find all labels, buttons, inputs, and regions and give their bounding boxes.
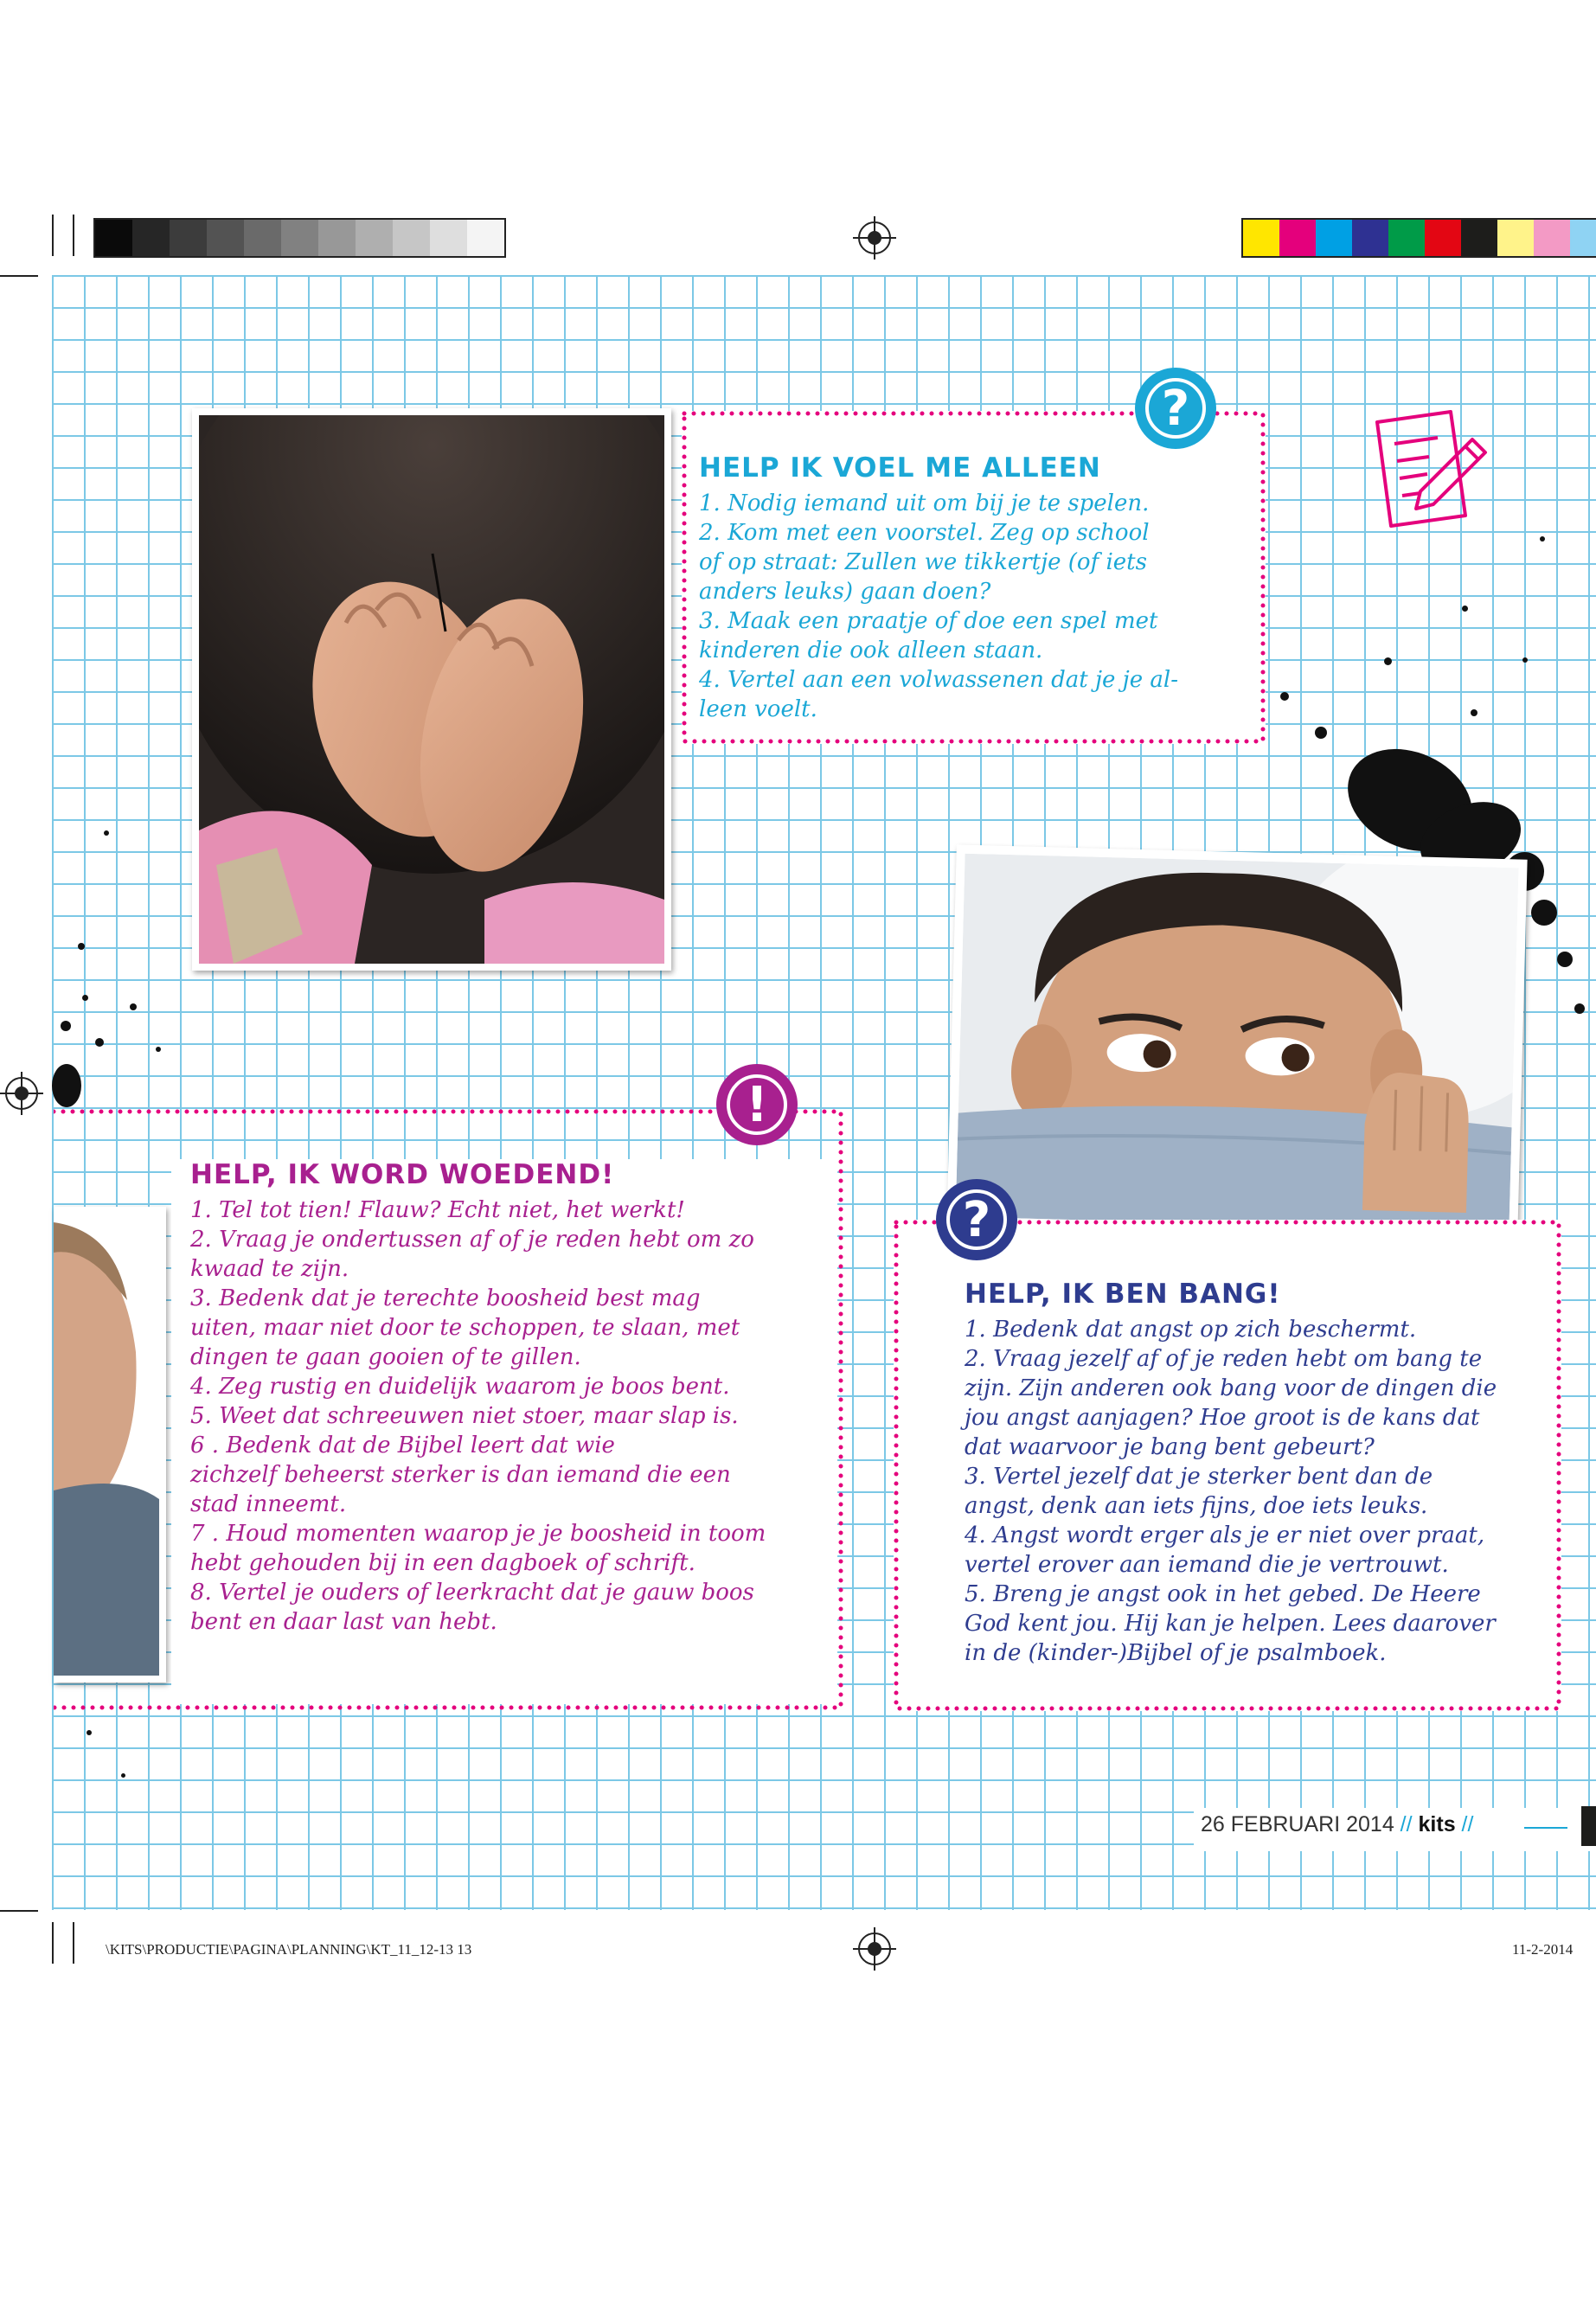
color-swatch	[1316, 220, 1352, 256]
tip-line: 7 . Houd momenten waarop je je boosheid in toom	[190, 1521, 766, 1547]
slug-date: 11-2-2014	[1512, 1941, 1574, 1958]
registration-mark-icon	[858, 221, 891, 254]
grayscale-swatch	[430, 220, 467, 256]
color-swatch	[1388, 220, 1425, 256]
tip-line: uiten, maar niet door te schoppen, te slaan, met	[190, 1315, 740, 1341]
color-swatch	[1352, 220, 1388, 256]
tip-line: 4. Angst wordt erger als je er niet over praat,	[965, 1522, 1485, 1548]
tip-line: kwaad te zijn.	[190, 1256, 349, 1282]
color-swatch	[1243, 220, 1279, 256]
registration-mark-icon	[5, 1077, 38, 1110]
grayscale-swatch	[170, 220, 207, 256]
color-swatch	[1279, 220, 1316, 256]
tip-line: 2. Vraag jezelf af of je reden hebt om bang te	[965, 1346, 1483, 1372]
question-icon: ?	[1135, 368, 1216, 449]
tip-line: dingen te gaan gooien of te gillen.	[190, 1344, 581, 1370]
tip-list-lonely	[699, 489, 1178, 724]
tip-line: 2. Vraag je ondertussen af of je reden hebt om zo	[190, 1227, 754, 1253]
tip-line: bent en daar last van hebt.	[190, 1609, 497, 1635]
grayscale-swatch	[132, 220, 170, 256]
tip-line: jou angst aanjagen? Hoe groot is de kans dat	[965, 1405, 1480, 1431]
footer-separator: //	[1455, 1812, 1474, 1836]
tip-line: 1. Nodig iemand uit om bij je te spelen.	[699, 490, 1150, 516]
tip-box-scared	[894, 1220, 1561, 1711]
tip-line: 3. Maak een praatje of doe een spel met	[699, 608, 1158, 634]
tip-line: dat waarvoor je bang bent gebeurt?	[965, 1434, 1375, 1460]
grayscale-swatch	[356, 220, 393, 256]
tip-line: 5. Weet dat schreeuwen niet stoer, maar slap is.	[190, 1403, 739, 1429]
tip-line: stad inneemt.	[190, 1491, 347, 1517]
registration-mark-icon	[858, 1932, 891, 1965]
color-swatch	[1497, 220, 1534, 256]
crop-mark	[73, 215, 74, 256]
grayscale-swatch	[244, 220, 281, 256]
tip-line: 1. Tel tot tien! Flauw? Echt niet, het werkt!	[190, 1197, 685, 1223]
page-edge-block	[1581, 1806, 1596, 1846]
tip-line: in de (kinder-)Bijbel of je psalmboek.	[965, 1640, 1387, 1666]
color-swatch	[1570, 220, 1596, 256]
color-swatch	[1461, 220, 1497, 256]
grayscale-swatch	[207, 220, 244, 256]
color-swatch	[1425, 220, 1461, 256]
tip-title-scared: HELP, IK BEN BANG!	[965, 1279, 1281, 1310]
tip-line: 6 . Bedenk dat de Bijbel leert dat wie	[190, 1433, 615, 1458]
slug-file-path: \KITS\PRODUCTIE\PAGINA\PLANNING\KT_11_12-13 13	[106, 1941, 472, 1958]
grayscale-swatch	[318, 220, 356, 256]
crop-mark	[0, 275, 38, 277]
footer-brand: kits	[1418, 1812, 1456, 1836]
crop-mark	[52, 215, 54, 256]
tip-line: vertel erover aan iemand die je vertrouwt.	[965, 1552, 1449, 1578]
tip-line: angst, denk aan iets fijns, doe iets leuks.	[965, 1493, 1428, 1519]
question-icon: ?	[936, 1179, 1017, 1260]
grayscale-calibration-bar	[93, 218, 506, 258]
tip-line: zichzelf beheerst sterker is dan iemand die een	[190, 1462, 731, 1488]
crop-mark	[0, 1910, 38, 1912]
footer-date: 26 FEBRUARI 2014	[1201, 1812, 1394, 1836]
tip-title-angry: HELP, IK WORD WOEDEND!	[190, 1159, 615, 1190]
tip-list-scared	[965, 1315, 1497, 1668]
tip-title-lonely: HELP IK VOEL ME ALLEEN	[699, 452, 1101, 484]
crop-mark	[52, 1922, 54, 1964]
tip-line: leen voelt.	[699, 696, 817, 722]
grayscale-swatch	[467, 220, 504, 256]
tip-line: anders leuks) gaan doen?	[699, 579, 991, 605]
tip-line: 4. Zeg rustig en duidelijk waarom je boos bent.	[190, 1374, 730, 1400]
footer-separator: //	[1394, 1812, 1419, 1836]
color-swatch	[1534, 220, 1570, 256]
tip-line: 8. Vertel je ouders of leerkracht dat je gauw boos	[190, 1580, 754, 1606]
photo-girl-covering-face	[192, 408, 671, 971]
tip-box-angry	[54, 1109, 845, 1710]
photo-boy-peeking	[946, 844, 1527, 1240]
tip-line: 4. Vertel aan een volwassenen dat je je al-	[699, 667, 1178, 693]
tip-list-angry	[190, 1195, 766, 1637]
tip-line: 3. Vertel jezelf dat je sterker bent dan de	[965, 1464, 1433, 1490]
tip-line: 1. Bedenk dat angst op zich beschermt.	[965, 1317, 1417, 1343]
page-footer	[1201, 1812, 1473, 1837]
exclamation-icon: !	[716, 1064, 798, 1145]
tip-line: 3. Bedenk dat je terechte boosheid best mag	[190, 1285, 701, 1311]
tip-line: zijn. Zijn anderen ook bang voor de dingen die	[965, 1375, 1497, 1401]
tip-line: 5. Breng je angst ook in het gebed. De Heere	[965, 1581, 1481, 1607]
grayscale-swatch	[281, 220, 318, 256]
grayscale-swatch	[393, 220, 430, 256]
tip-line: kinderen die ook alleen staan.	[699, 638, 1043, 663]
grayscale-swatch	[95, 220, 132, 256]
color-calibration-bar	[1241, 218, 1596, 258]
crop-mark	[73, 1922, 74, 1964]
notepad-pencil-icon	[1368, 405, 1498, 535]
footer-dash	[1524, 1827, 1567, 1829]
tip-line: of op straat: Zullen we tikkertje (of iets	[699, 549, 1147, 575]
tip-line: 2. Kom met een voorstel. Zeg op school	[699, 520, 1150, 546]
tip-line: hebt gehouden bij in een dagboek of schrift.	[190, 1550, 695, 1576]
tip-line: God kent jou. Hij kan je helpen. Lees daarover	[965, 1611, 1496, 1637]
tip-box-lonely	[682, 411, 1266, 744]
